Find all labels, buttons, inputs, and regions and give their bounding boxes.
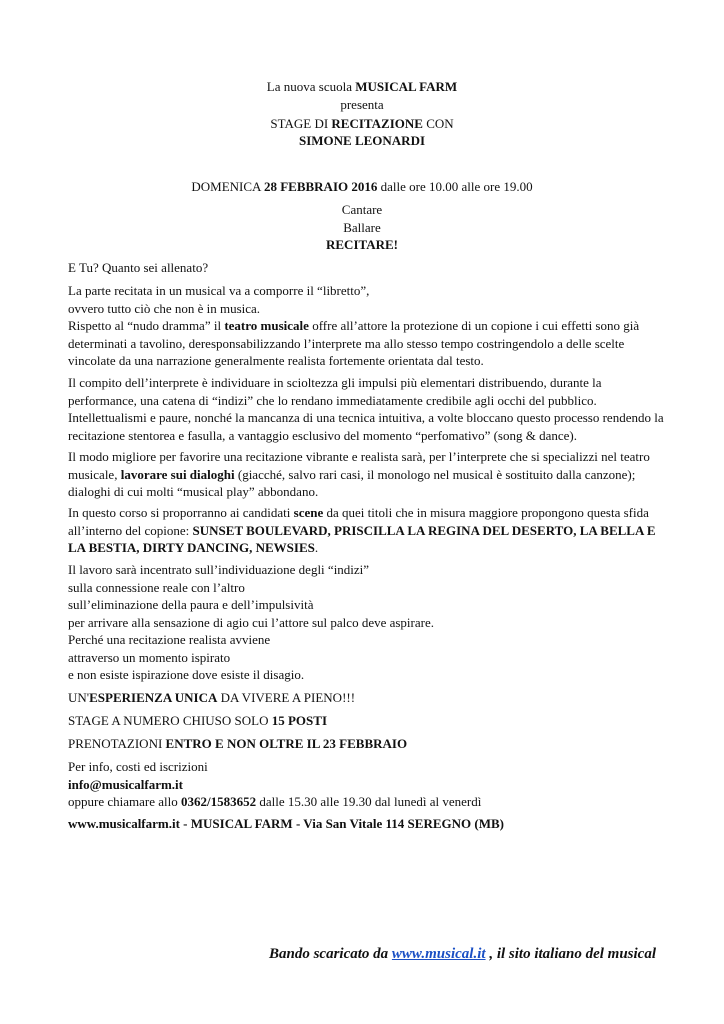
contact-phone: 0362/1583652 — [180, 794, 257, 809]
header-presenta: presenta — [340, 97, 384, 112]
address-line: www.musicalfarm.it - MUSICAL FARM - Via San Vitale 114 SEREGNO (MB) — [68, 816, 504, 831]
stage-seats-line: STAGE A NUMERO CHIUSO SOLO 15 POSTI — [68, 713, 327, 728]
booking-deadline-line: PRENOTAZIONI ENTRO E NON OLTRE IL 23 FEBBRAIO — [68, 736, 408, 751]
paragraph-dialoghi: Il modo migliore per favorire una recitazione vibrante e realista sarà, per l’interprete che si specializzi nel teatro musicale, lavorare sui dialoghi (giacché, salvo rari casi, il monologo nel musical è sostituito dalla canzone); dialoghi di cui molti “musical play” abbondano. — [68, 449, 650, 499]
event-date-line: DOMENICA 28 FEBBRAIO 2016 dalle ore 10.00 alle ore 19.00 — [191, 179, 533, 194]
tagline-cantare: Cantare — [341, 202, 383, 217]
footer-credit: Bando scaricato da www.musical.it , il sito italiano del musical — [268, 946, 656, 962]
tagline-ballare: Ballare — [343, 220, 381, 235]
header-school-line: La nuova scuola MUSICAL FARM — [266, 79, 458, 94]
header-stage-line: STAGE DI RECITAZIONE CON — [270, 116, 454, 131]
header-teacher-name: SIMONE LEONARDI — [298, 133, 426, 148]
paragraph-interprete: Il compito dell’interprete è individuare in scioltezza gli impulsi più elementari distribuendo, durante la performance, una catena di “indizi” che lo rendano immediatamente credibile agli occhi del pubblico. Intellettualismi e paure, nonché la mancanza di una tecnica intuitiva, a volte bloccano questo processo rendendo la recitazione stentorea e fasulla, a vantaggio esclusivo del momento “perfomativo” (song & dance). — [68, 375, 664, 443]
footer-link[interactable]: www.musical.it — [391, 946, 486, 962]
tagline-recitare: RECITARE! — [326, 237, 398, 252]
contact-info: Per info, costi ed iscrizioni info@musicalfarm.it oppure chiamare allo 0362/1583652 dalle 15.30 alle 19.30 dal lunedì al venerdì — [68, 759, 482, 809]
experience-line: UN'ESPERIENZA UNICA DA VIVERE A PIENO!!! — [68, 690, 356, 705]
paragraph-scene: In questo corso si proporranno ai candidati scene da quei titoli che in misura maggiore propongono questa sfida all’interno del copione: SUNSET BOULEVARD, PRISCILLA LA REGINA DEL DESERTO, LA BELLA E LA BESTIA, DIRTY DANCING, NEWSIES. — [68, 505, 656, 555]
paragraph-libretto: La parte recitata in un musical va a comporre il “libretto”, ovvero tutto ciò che non è in musica. Rispetto al “nudo dramma” il teatro musicale offre all’attore la protezione di un copione i cui effetti sono già determinati a tavolino, deresponsabilizzando l’interprete ma allo stesso tempo costringendolo a delle scelte vincolate da una narrazione generalmente realista fortemente orientata dal testo. — [68, 283, 640, 368]
intro-question: E Tu? Quanto sei allenato? — [68, 260, 209, 275]
contact-email[interactable]: info@musicalfarm.it — [68, 776, 183, 792]
school-name: MUSICAL FARM — [355, 79, 458, 94]
paragraph-lavoro: Il lavoro sarà incentrato sull’individuazione degli “indizi” sulla connessione reale con l’altro sull’eliminazione della paura e dell’impulsività per arrivare alla sensazione di agio cui l’attore sul palco deve aspirare. Perché una recitazione realista avviene attraverso un momento ispirato e non esiste ispirazione dove esiste il disagio. — [68, 562, 434, 682]
